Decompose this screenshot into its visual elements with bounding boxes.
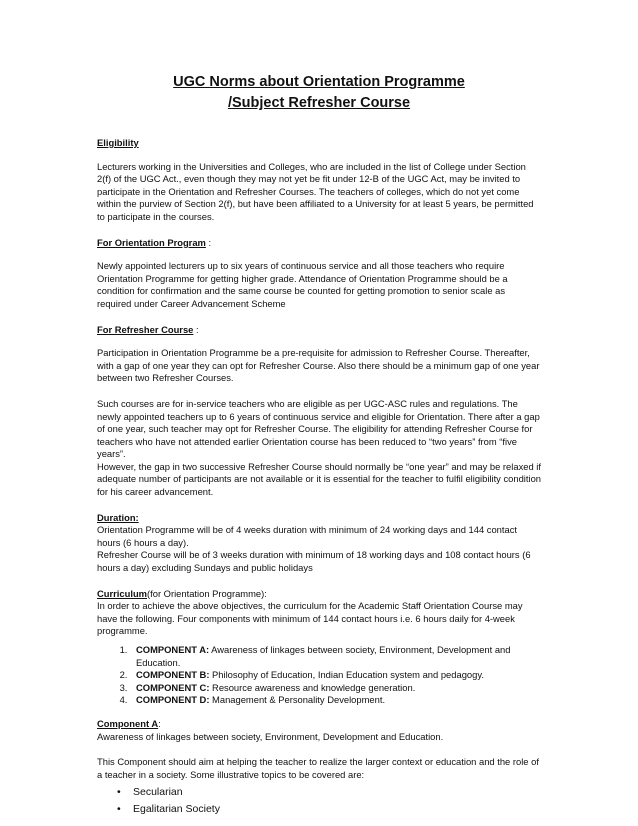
list-item: 4. COMPONENT D: Management & Personality Development. [130, 694, 541, 707]
duration-heading: Duration: [97, 511, 139, 523]
component-a-text-2: This Component should aim at helping the teacher to realize the larger context or education and the role of a teacher in a society. Some illustrative topics to be covered are: [97, 756, 539, 780]
list-item: 1. COMPONENT A: Awareness of linkages between society, Environment, Development and Education. [130, 644, 541, 669]
orientation-text: Newly appointed lecturers up to six years of continuous service and all those teachers who require Orientation Programme for getting higher grade. Attendance of Orientation Programme should be a condition for confirmation and the same course be counted for getting promotion to senior scale as required under Career Advancement Scheme [97, 260, 508, 309]
list-item: • Egalitarian Society [117, 801, 541, 818]
list-item: 2. COMPONENT B: Philosophy of Education, Indian Education system and pedagogy. [130, 669, 541, 682]
component-a-text-1: Awareness of linkages between society, Environment, Development and Education. [97, 730, 444, 742]
refresher-text-2: Such courses are for in-service teachers who are eligible as per UGC-ASC rules and regulations. The newly appointed teachers up to 6 years of continuous service and eligible for Orientation. There after a gap of one year, such teacher may opt for Refresher Course. The eligibility for attending Refresher Course for teachers who have not attended earlier Orientation course has been reduced to “two years” from “five years”. [97, 397, 540, 460]
orientation-heading: For Orientation Program : [97, 236, 212, 248]
duration-text-2: Refresher Course will be of 3 weeks duration with minimum of 18 working days and 108 contact hours (6 hours a day) excluding Sundays and public holidays [97, 549, 531, 574]
duration-text-1: Orientation Programme will be of 4 weeks duration with minimum of 24 working days and 144 contact hours (6 hours a day). [97, 524, 517, 548]
topics-list [97, 784, 541, 818]
title-line-1: UGC Norms about Orientation Programme [173, 74, 465, 90]
component-a-heading: Component A: [97, 717, 161, 729]
bullet-icon: • [117, 786, 121, 799]
refresher-heading: For Refresher Course : [97, 323, 199, 335]
list-item: • Secularian [117, 784, 541, 801]
curriculum-heading: Curriculum(for Orientation Programme): [97, 587, 267, 599]
bullet-icon: • [117, 803, 121, 816]
document-title [97, 72, 541, 114]
components-list [97, 644, 541, 707]
title-line-2: /Subject Refresher Course [227, 95, 411, 111]
refresher-text-3: However, the gap in two successive Refresher Course should normally be “one year” and may be relaxed if adequate number of participants are not available or it is essential for the teacher to fulfil eligibility condition for his career advancement. [97, 460, 542, 498]
eligibility-heading: Eligibility [97, 137, 139, 148]
list-item: 3. COMPONENT C: Resource awareness and knowledge generation. [130, 682, 541, 695]
curriculum-text: In order to achieve the above objectives, the curriculum for the Academic Staff Orientation Course may have the following. Four components with minimum of 144 contact hours i.e. 6 hours daily for 4-week programme. [97, 600, 523, 637]
eligibility-text: Lecturers working in the Universities and Colleges, who are included in the list of College under Section 2(f) of the UGC Act., even though they may not yet be fit under 12-B of the UGC Act, may be invited to participate in the Orientation and Refresher Courses. The teachers of colleges, which do not yet come within the purview of Section 2(f), but have been affiliated to a University for at least 5 years, be permitted to participate in the courses. [97, 160, 534, 222]
refresher-text-1: Participation in Orientation Programme be a pre-requisite for admission to Refresher Course. Thereafter, with a gap of one year they can opt for Refresher Course. Also there should be a minimum gap of one year between two Refresher Courses. [97, 347, 540, 384]
